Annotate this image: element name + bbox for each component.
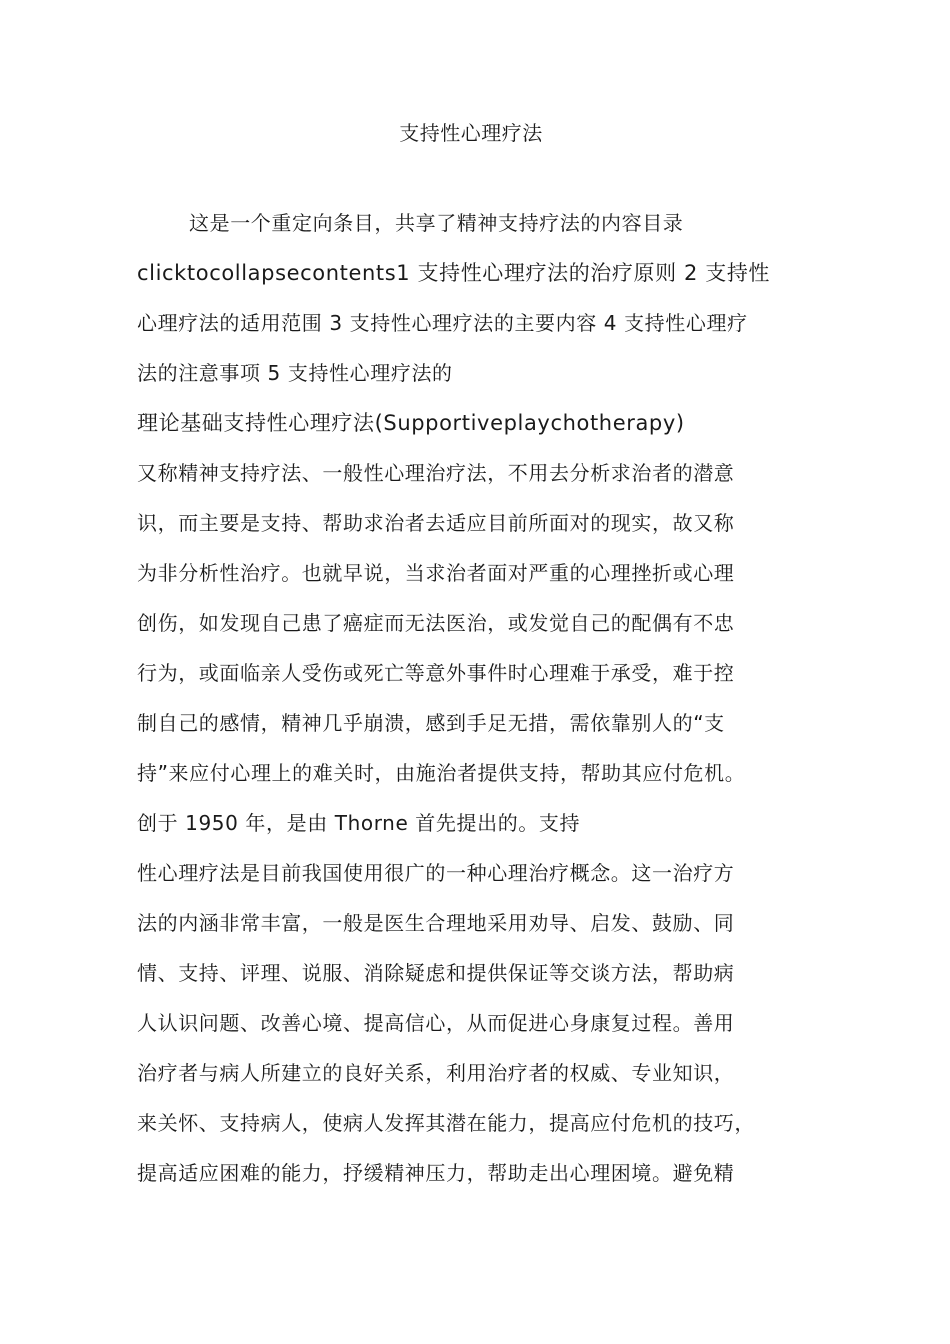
paragraph-line: 行为，或面临亲人受伤或死亡等意外事件时心理难于承受，难于控	[137, 661, 735, 685]
document-title: 支持性心理疗法	[399, 121, 543, 145]
paragraph-line: 识，而主要是支持、帮助求治者去适应目前所面对的现实，故又称	[137, 511, 735, 535]
paragraph-line: 提高适应困难的能力，抒缓精神压力，帮助走出心理困境。避免精	[137, 1161, 735, 1185]
paragraph-line: 人认识问题、改善心境、提高信心，从而促进心身康复过程。善用	[137, 1011, 735, 1035]
paragraph-line: 来关怀、支持病人，使病人发挥其潜在能力，提高应付危机的技巧，	[137, 1111, 755, 1135]
paragraph-line: 制自己的感情，精神几乎崩溃，感到手足无措，需依靠别人的“支	[137, 711, 725, 735]
paragraph-line: 创于 1950 年，是由 Thorne 首先提出的。支持	[137, 811, 581, 835]
paragraph-line: clicktocollapsecontents1 支持性心理疗法的治疗原则 2 支持性	[137, 261, 771, 285]
paragraph-line: 创伤，如发现自己患了癌症而无法医治，或发觉自己的配偶有不忠	[137, 611, 735, 635]
paragraph-line: 心理疗法的适用范围 3 支持性心理疗法的主要内容 4 支持性心理疗	[137, 311, 748, 335]
paragraph-line: 理论基础支持性心理疗法(Supportiveplaychotherapy)	[137, 411, 685, 435]
paragraph-line: 性心理疗法是目前我国使用很广的一种心理治疗概念。这一治疗方	[137, 861, 735, 885]
paragraph-line: 又称精神支持疗法、一般性心理治疗法，不用去分析求治者的潜意	[137, 461, 735, 485]
paragraph-line: 这是一个重定向条目，共享了精神支持疗法的内容目录	[189, 211, 684, 235]
paragraph-line: 为非分析性治疗。也就早说，当求治者面对严重的心理挫折或心理	[137, 561, 735, 585]
paragraph-line: 法的内涵非常丰富，一般是医生合理地采用劝导、启发、鼓励、同	[137, 911, 735, 935]
paragraph-line: 情、支持、评理、说服、消除疑虑和提供保证等交谈方法，帮助病	[137, 961, 735, 985]
paragraph-line: 持”来应付心理上的难关时，由施治者提供支持，帮助其应付危机。	[137, 761, 746, 785]
document-body	[137, 206, 807, 1206]
paragraph-line: 治疗者与病人所建立的良好关系，利用治疗者的权威、专业知识，	[137, 1061, 735, 1085]
paragraph-line: 法的注意事项 5 支持性心理疗法的	[137, 361, 453, 385]
